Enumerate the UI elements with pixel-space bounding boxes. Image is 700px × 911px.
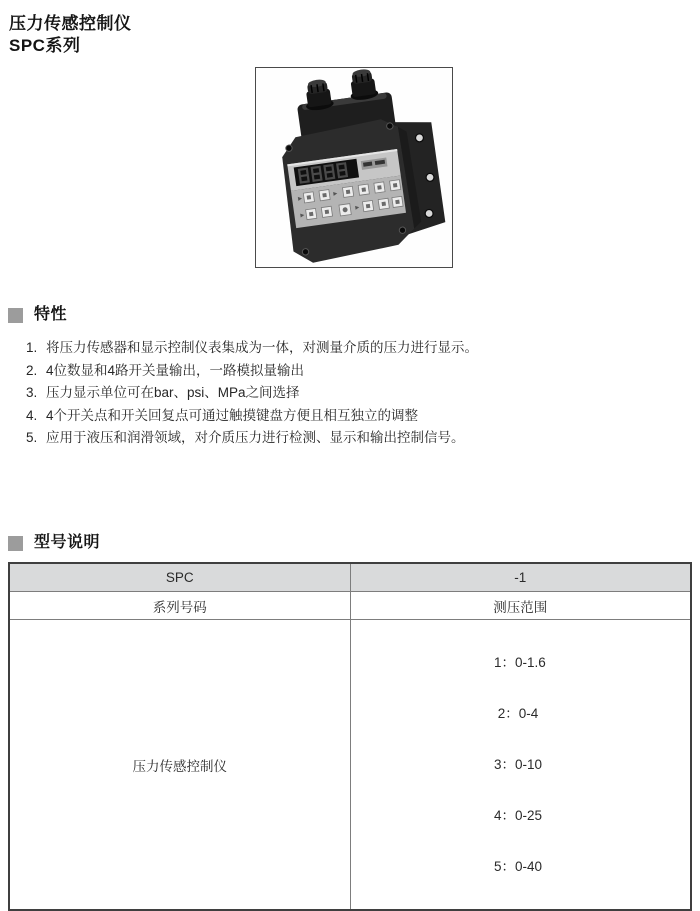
model-table: [8, 562, 692, 911]
series-label-cell: 系列号码: [9, 592, 350, 620]
features-header: [8, 306, 692, 324]
cable-gland-icon: [303, 78, 335, 112]
section-bullet-square-icon: [8, 536, 23, 551]
feature-text: 4个开关点和开关回复点可通过触摸键盘方便且相互独立的调整: [46, 407, 419, 423]
range-option: 5：0-40: [493, 859, 543, 874]
range-option: 3：0-10: [493, 757, 543, 772]
feature-item: [26, 337, 692, 360]
feature-item: [26, 427, 692, 450]
pressure-controller-illustration: [256, 68, 452, 267]
table-row: [9, 592, 691, 620]
features-section: [8, 306, 692, 450]
features-heading: 特性: [34, 306, 68, 323]
features-list: [8, 337, 692, 450]
table-row: [9, 620, 691, 911]
feature-text: 4位数显和4路开关量输出，一路模拟量输出: [46, 362, 305, 378]
range-option: 4：0-25: [493, 808, 543, 823]
feature-number: 4.: [26, 407, 38, 423]
product-photo: [255, 67, 453, 268]
feature-number: 5.: [26, 430, 38, 445]
model-suffix-code-cell: -1: [350, 563, 691, 592]
product-name-cell: 压力传感控制仪: [9, 620, 350, 911]
cable-gland-icon: [347, 68, 379, 102]
range-label-cell: 测压范围: [350, 592, 691, 620]
range-option: 1：0-1.6: [493, 655, 546, 670]
feature-number: 3.: [26, 385, 38, 400]
range-options-list: [494, 620, 547, 909]
title-block: [9, 13, 132, 57]
model-heading: 型号说明: [34, 534, 101, 551]
feature-item: [26, 382, 692, 405]
range-option: 2：0-4: [493, 706, 539, 721]
model-series-code-cell: SPC: [9, 563, 350, 592]
feature-number: 1.: [26, 340, 38, 355]
feature-item: [26, 360, 692, 383]
page-subtitle: SPC系列: [9, 36, 81, 55]
page-title: 压力传感控制仪: [9, 14, 132, 33]
model-section: [8, 534, 692, 911]
feature-text: 应用于液压和润滑领域，对介质压力进行检测、显示和输出控制信号。: [46, 430, 465, 445]
feature-item: [26, 405, 692, 428]
table-row: [9, 563, 691, 592]
feature-number: 2.: [26, 362, 38, 378]
feature-text: 将压力传感器和显示控制仪表集成为一体，对测量介质的压力进行显示。: [46, 340, 478, 355]
section-bullet-square-icon: [8, 308, 23, 323]
range-options-cell: [350, 620, 691, 911]
feature-text: 压力显示单位可在bar、psi、MPa之间选择: [46, 385, 300, 400]
model-header: [8, 534, 692, 552]
